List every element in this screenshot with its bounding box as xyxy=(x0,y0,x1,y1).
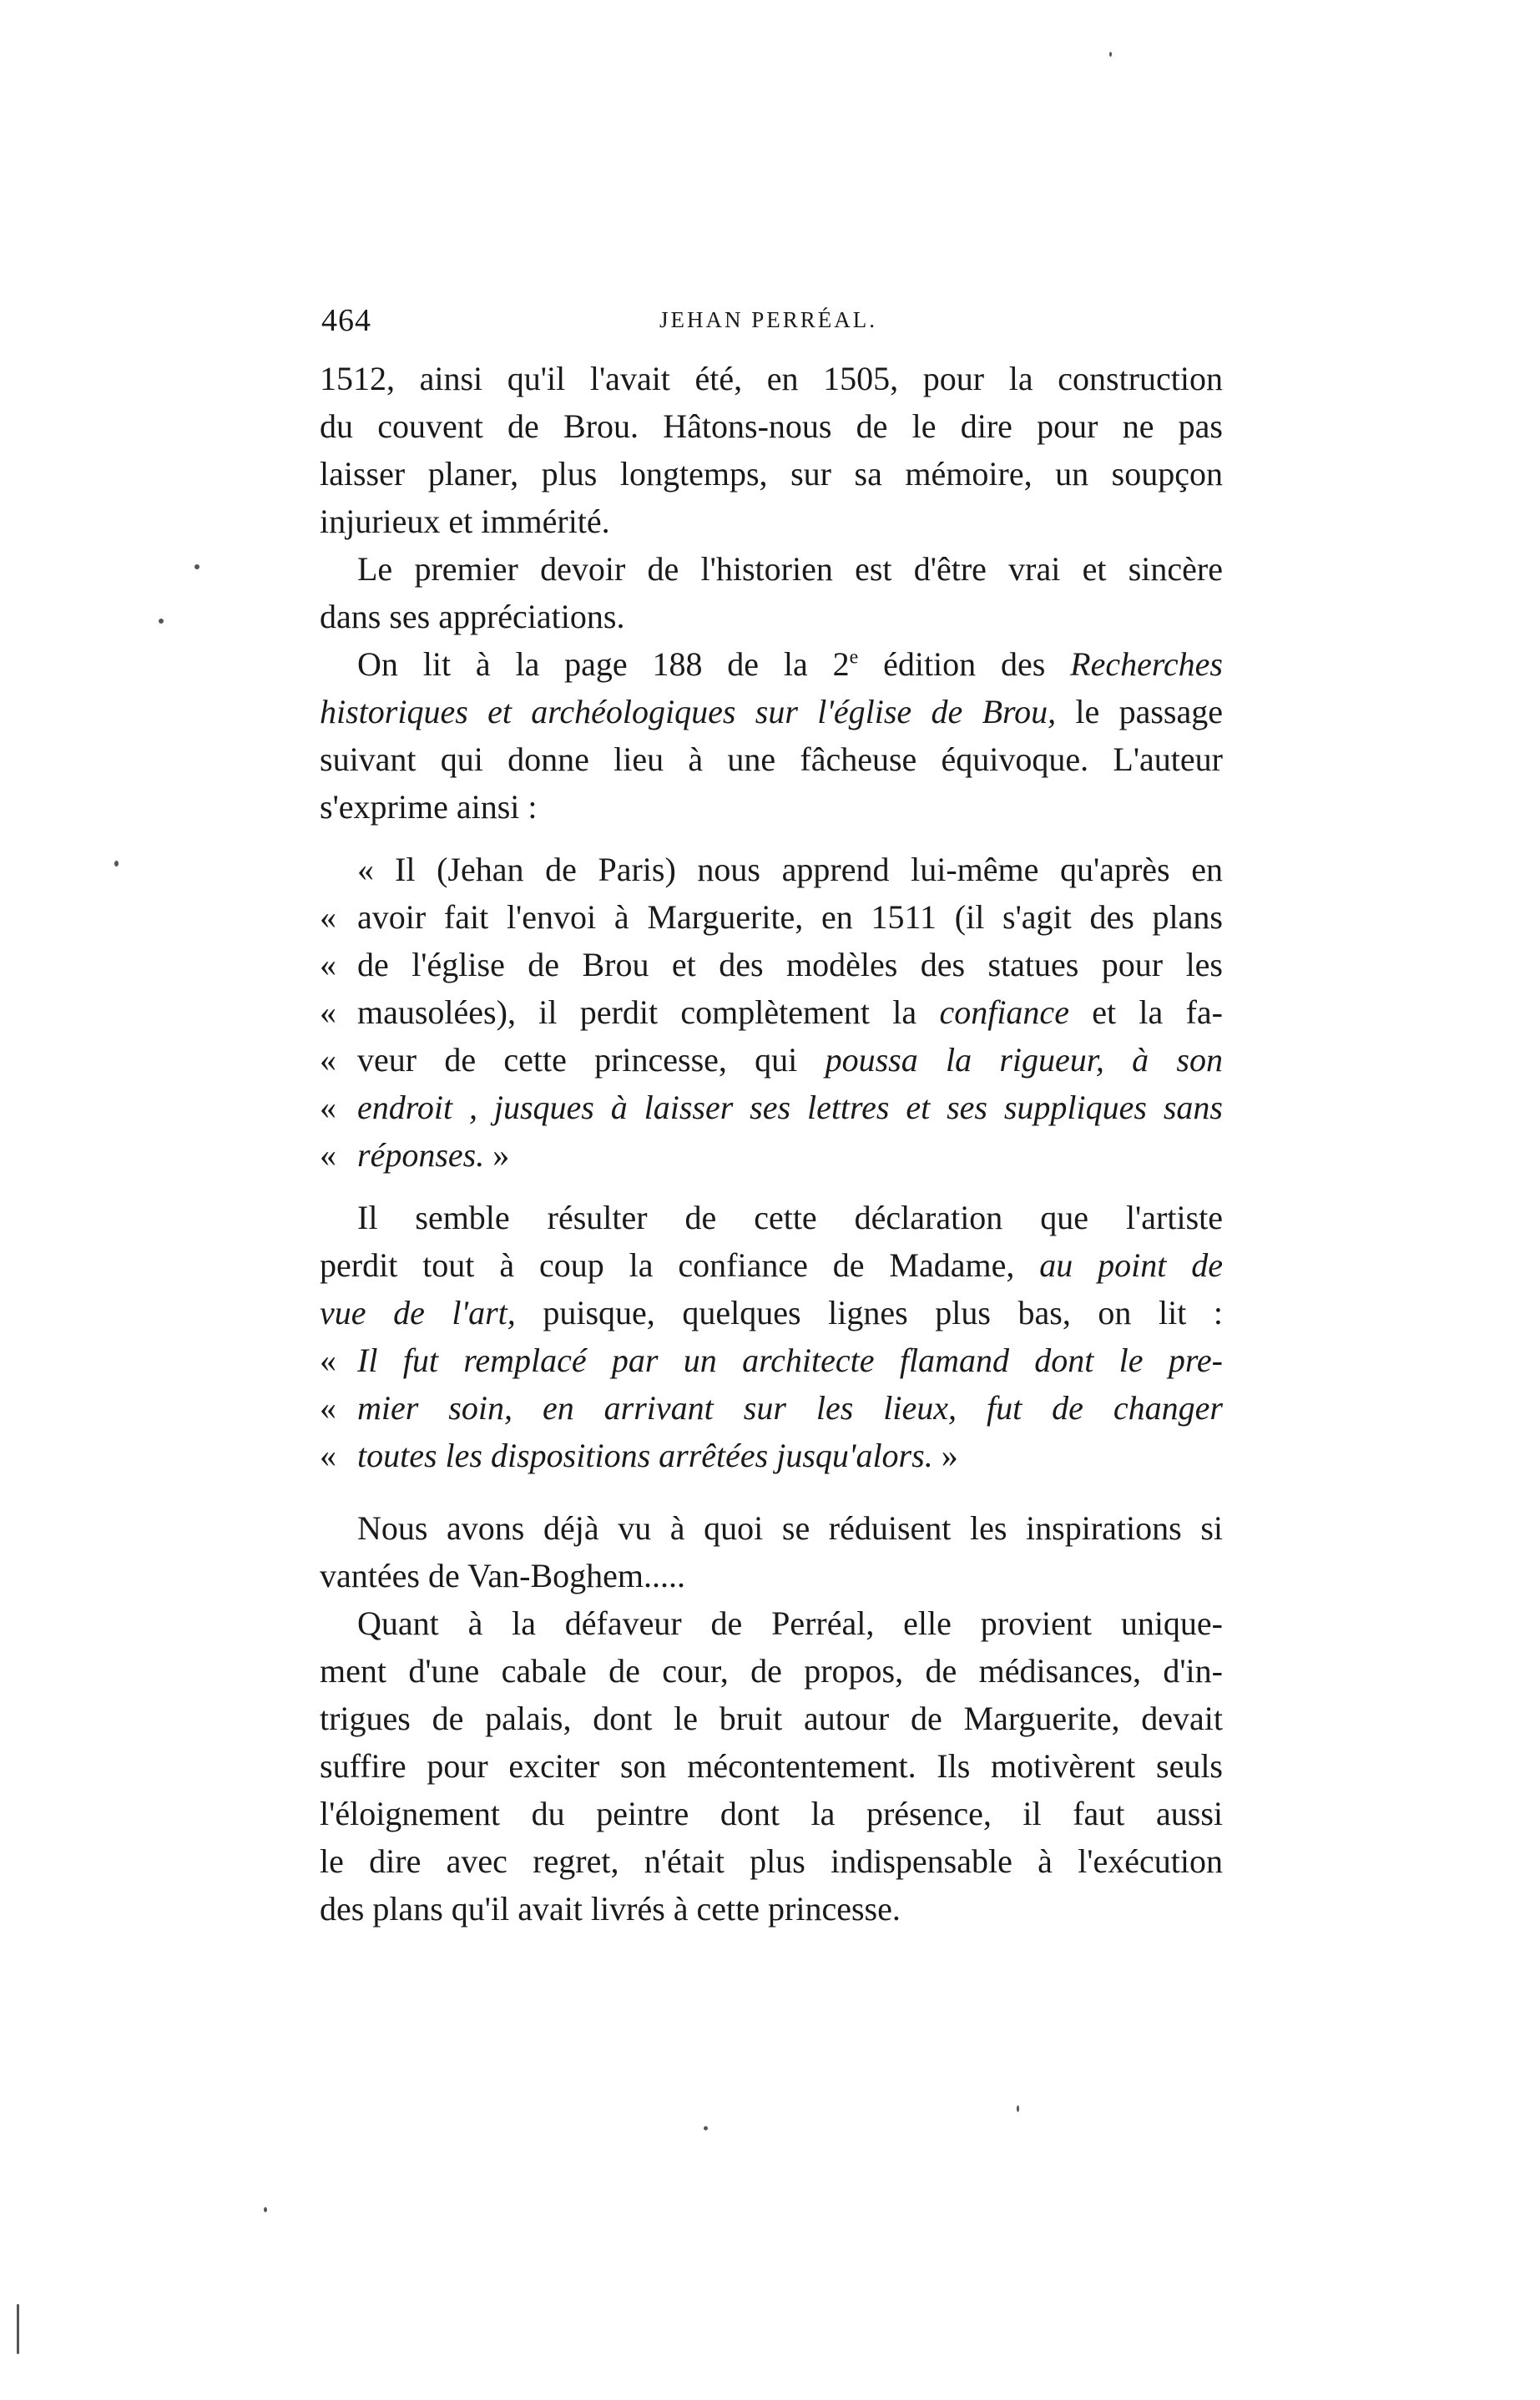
quote-mark: « xyxy=(320,993,336,1031)
text-line xyxy=(320,688,1223,735)
book-title-italic: Recherches xyxy=(1070,645,1223,683)
paragraph xyxy=(320,545,1223,640)
text-line xyxy=(320,1336,1223,1384)
quote-mark: « xyxy=(320,1437,336,1474)
quote-mark: « xyxy=(320,946,336,983)
body-text xyxy=(320,355,1223,1933)
paragraph xyxy=(320,640,1223,831)
speck xyxy=(1109,52,1112,57)
text-line: laisser planer, plus longtemps, sur sa mémoire, un soupçon xyxy=(320,455,1223,493)
speck xyxy=(264,2207,267,2212)
italic-run: vue de l'art, xyxy=(320,1294,516,1331)
text-run: le passage xyxy=(1056,693,1223,730)
running-head xyxy=(321,302,1223,344)
paragraph xyxy=(320,1194,1223,1479)
text-run: On lit à la page 188 de la 2 xyxy=(357,645,850,683)
text-line: trigues de palais, dont le bruit autour de Marguerite, devait xyxy=(320,1700,1223,1737)
text-run: Il (Jehan de Paris) nous apprend lui-même qu'après en xyxy=(395,851,1223,888)
text-line: s'exprime ainsi : xyxy=(320,788,538,826)
text-line: suivant qui donne lieu à une fâcheuse équivoque. L'auteur xyxy=(320,740,1223,778)
speck xyxy=(114,861,119,867)
italic-run: au point de xyxy=(1039,1246,1223,1284)
page-number: 464 xyxy=(321,303,371,338)
paragraph xyxy=(320,1504,1223,1599)
quote-mark: « xyxy=(320,1341,336,1379)
block-quote xyxy=(320,846,1223,1179)
quote-mark: « xyxy=(320,1089,336,1126)
text-run: puisque, quelques lignes plus bas, on lit : xyxy=(515,1294,1223,1331)
text-line: injurieux et immérité. xyxy=(320,503,610,540)
italic-run: endroit , jusques à laisser ses lettres et ses suppliques sans xyxy=(357,1089,1223,1126)
quote-mark: « xyxy=(320,1136,336,1174)
text-line: Quant à la défaveur de Perréal, elle provient unique- xyxy=(357,1604,1223,1642)
text-line: ment d'une cabale de cour, de propos, de médisances, d'in- xyxy=(320,1652,1223,1690)
superscript: e xyxy=(849,646,859,669)
book-title-italic: historiques et archéologiques sur l'église de Brou, xyxy=(320,693,1057,730)
text-line: l'éloignement du peintre dont la présence, il faut aussi xyxy=(320,1795,1223,1832)
speck xyxy=(17,2304,19,2354)
text-line: Il semble résulter de cette déclaration que l'artiste xyxy=(357,1199,1223,1236)
quote-mark: « xyxy=(357,851,374,888)
text-line: 1512, ainsi qu'il l'avait été, en 1505, pour la construction xyxy=(320,360,1223,397)
italic-run: Il fut remplacé par un architecte flamand dont le pre- xyxy=(357,1341,1223,1379)
text-line: le dire avec regret, n'était plus indispensable à l'exécution xyxy=(320,1842,1223,1880)
paragraph xyxy=(320,1599,1223,1933)
quote-mark: « xyxy=(320,1041,336,1079)
text-line xyxy=(320,1241,1223,1289)
text-run: perdit tout à coup la confiance de Madame, xyxy=(320,1246,1040,1284)
quote-mark: « xyxy=(320,1389,336,1427)
text-line: dans ses appréciations. xyxy=(320,598,625,635)
text-line: du couvent de Brou. Hâtons-nous de le dire pour ne pas xyxy=(320,407,1223,445)
italic-run: réponses. xyxy=(357,1136,485,1174)
text-line xyxy=(320,941,1223,988)
italic-run: mier soin, en arrivant sur les lieux, fut de changer xyxy=(357,1389,1223,1427)
text-run: de l'église de Brou et des modèles des statues pour les xyxy=(357,946,1223,983)
paragraph xyxy=(320,355,1223,545)
text-run: et la fa- xyxy=(1068,993,1223,1031)
text-line xyxy=(320,1384,1223,1432)
text-line: des plans qu'il avait livrés à cette princesse. xyxy=(320,1890,901,1928)
quote-mark: « xyxy=(320,898,336,936)
text-line xyxy=(320,640,1223,688)
text-run: veur de cette princesse, qui xyxy=(357,1041,826,1079)
text-line xyxy=(320,1432,1223,1479)
text-line xyxy=(320,846,1223,893)
text-run: avoir fait l'envoi à Marguerite, en 1511 (il s'agit des plans xyxy=(357,898,1223,936)
text-line: suffire pour exciter son mécontentement. Ils motivèrent seuls xyxy=(320,1747,1223,1785)
text-line: Nous avons déjà vu à quoi se réduisent les inspirations si xyxy=(357,1509,1223,1547)
text-run: édition des xyxy=(858,645,1071,683)
speck xyxy=(159,619,164,624)
running-title: JEHAN PERRÉAL. xyxy=(659,307,878,332)
italic-run: confiance xyxy=(939,993,1069,1031)
speck xyxy=(1017,2105,1019,2112)
text-line xyxy=(320,1036,1223,1084)
text-run: » xyxy=(932,1437,958,1474)
text-line xyxy=(320,893,1223,941)
text-line xyxy=(320,988,1223,1036)
italic-run: toutes les dispositions arrêtées jusqu'alors. xyxy=(357,1437,933,1474)
text-line xyxy=(320,1084,1223,1131)
text-run: mausolées), il perdit complètement la xyxy=(357,993,940,1031)
speck xyxy=(704,2126,708,2130)
italic-run: poussa la rigueur, à son xyxy=(825,1041,1223,1079)
text-line: vantées de Van-Boghem..... xyxy=(320,1557,686,1594)
text-line xyxy=(320,1131,1223,1179)
text-run: » xyxy=(484,1136,510,1174)
speck xyxy=(194,564,199,569)
text-line xyxy=(320,1289,1223,1336)
text-line: Le premier devoir de l'historien est d'être vrai et sincère xyxy=(357,550,1223,588)
